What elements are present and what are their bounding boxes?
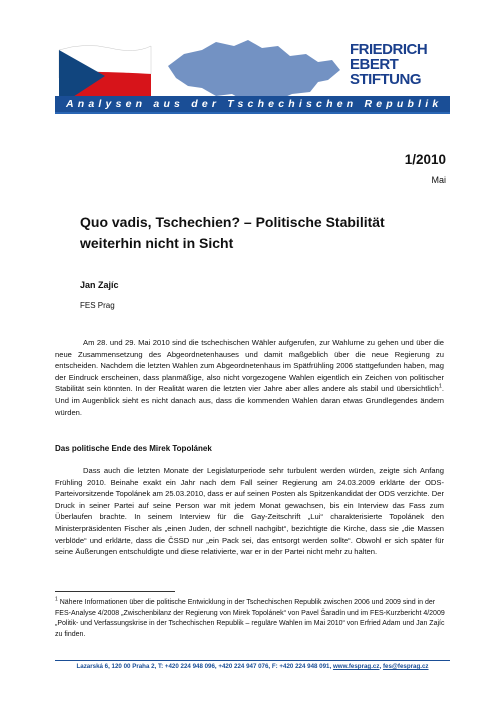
series-title: Analysen aus der Tschechischen Republik bbox=[66, 98, 443, 110]
logo-line-3: STIFTUNG bbox=[350, 71, 421, 88]
footnote-text: Nähere Informationen über die politische Entwicklung in der Tschechischen Republik zwischen 2006 und 2009 sind in der FES-Analyse 4/2008 „Zwischenbilanz der Regierung von Mirek Topolánek“ von Pavel Šaradín und im FES-Kurzbericht 4/2009 „Politik- und Verfassungskrise in der Tschechischen Republik – reguläre Wahlen im Mai 2010“ von Erfried Adam und Jan Zajíc zu finden. bbox=[55, 599, 445, 638]
footer-contact bbox=[55, 663, 450, 670]
footer-website-link[interactable]: www.fesprag.cz bbox=[332, 663, 380, 670]
intro-paragraph bbox=[55, 337, 444, 418]
footer-separator: , bbox=[379, 663, 383, 670]
footer-email-link[interactable]: fes@fesprag.cz bbox=[382, 663, 429, 670]
section-heading: Das politische Ende des Mirek Topolánek bbox=[55, 444, 212, 453]
footnote bbox=[55, 598, 450, 640]
fes-logo bbox=[350, 42, 440, 87]
issue-month: Mai bbox=[431, 175, 446, 185]
footnote-number: 1 bbox=[55, 596, 58, 603]
footnote-divider bbox=[55, 591, 175, 592]
author-affiliation: FES Prag bbox=[80, 301, 115, 310]
footnote-ref[interactable]: 1 bbox=[438, 383, 442, 390]
footer-divider bbox=[55, 660, 450, 661]
document-title: Quo vadis, Tschechien? – Politische Stabilität weiterhin nicht in Sicht bbox=[80, 214, 385, 251]
footer-address: Lazarská 6, 120 00 Praha 2, T: +420 224 948 096, +420 224 947 076, F: +420 224 948 091, bbox=[76, 663, 333, 670]
issue-number: 1/2010 bbox=[404, 152, 446, 167]
author-name: Jan Zajíc bbox=[80, 280, 119, 290]
intro-text-end: . Und im Augenblick sieht es nicht danach aus, dass die kommenden Wahlen daran etwas Grundlegendes ändern würden. bbox=[55, 384, 444, 417]
banner-underline bbox=[55, 112, 450, 114]
intro-text: Am 28. und 29. Mai 2010 sind die tschechischen Wähler aufgerufen, zur Wahlurne zu gehen und über die neue Zusammensetzung des Abgeordnetenhauses und damit maßgeblich über die neue Regierung zu entscheiden. Nachdem die letzten Wahlen zum Abgeordnetenhaus im Spätfrühling 2006 stattgefunden haben, mag der Eindruck erscheinen, dass planmäßige, also nicht vorgezogene Wahlen eigentlich ein Zeichen von politischer Stabilität sein könnten. In der Realität waren die letzten vier Jahre aber alles andere als stabil und übersichtlich bbox=[55, 338, 444, 394]
logo-line-2: EBERT bbox=[350, 56, 399, 73]
section-paragraph: Dass auch die letzten Monate der Legislaturperiode sehr turbulent werden würden, zeigte sich Anfang Frühling 2010. Beinahe exakt ein Jahr nach dem Fall seiner Regierung am 24.03.2009 erklärte der ODS-Parteivorsitzende Topolánek am 25.03.2010, dass er auf seinen Posten als Spitzenkandidat der ODS verzichte. Der Druck in seiner Partei auf seine Person war mit jedem Monat gewachsen, bis ein Interview das Fass zum Überlaufen brachte. In seinem Interview für die Gay-Zeitschrift „Lui“ charakterisierte Topolánek den Ministerpräsidenten Fischer als „einen Juden, der schnell nachgibt“, bezichtigte die Kirche, dass sie „die Massen verblöde“ und erklärte, dass die ČSSD nur „ein Pack sei, das entsorgt werden sollte“. Obwohl er sich später für seine Äußerungen entschuldigte und diese relativierte, war er in der Partei nicht mehr zu halten. bbox=[55, 466, 444, 557]
logo-line-1: FRIEDRICH bbox=[350, 41, 428, 58]
